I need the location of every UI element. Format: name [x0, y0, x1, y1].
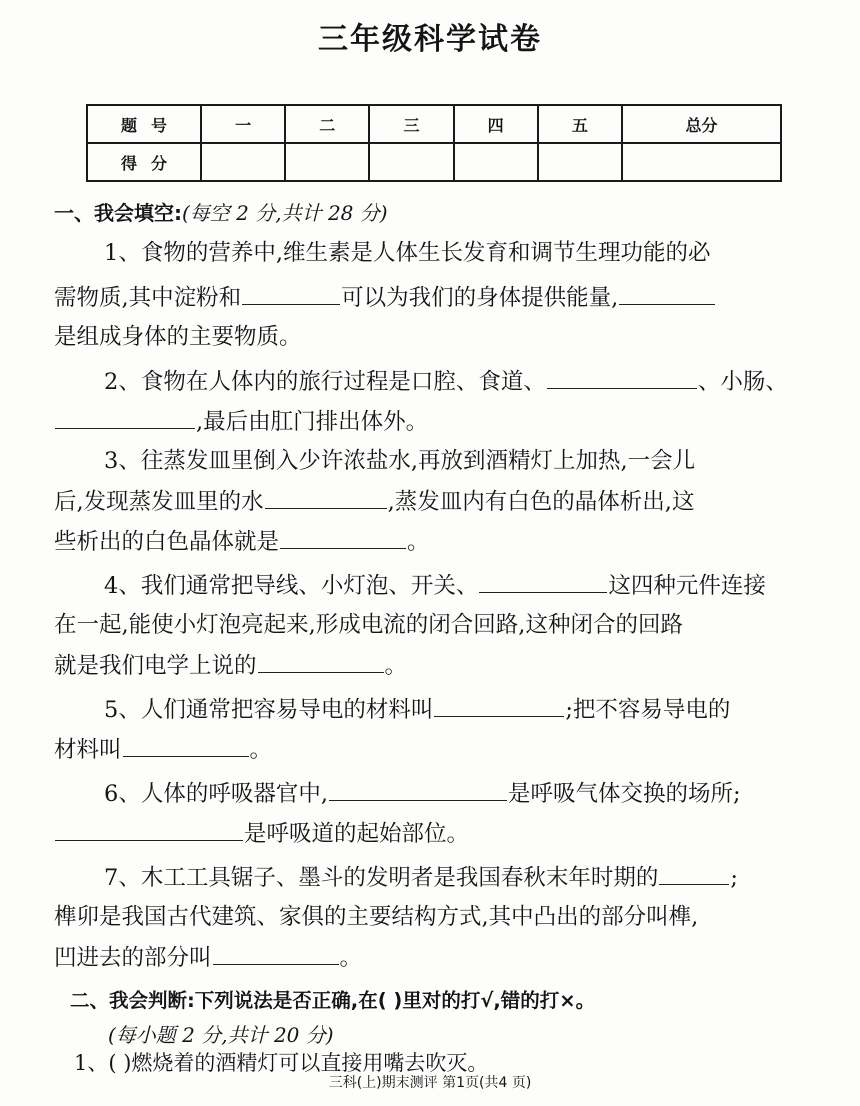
score-table-column: 三 [369, 105, 453, 143]
section2-heading: 二、我会判断:下列说法是否正确,在( )里对的打√,错的打×。 [70, 989, 596, 1012]
score-table-column: 二 [285, 105, 369, 143]
q4-blank-2[interactable] [258, 650, 384, 673]
q7-text-d: 凹进去的部分叫 [54, 945, 212, 971]
q2-line-2 [54, 406, 428, 437]
q5-text-c: 材料叫 [54, 737, 122, 763]
q2-text-b: 、小肠、 [697, 369, 788, 395]
score-cell[interactable] [538, 143, 622, 181]
q6-line-1 [104, 778, 741, 809]
q5-text-d: 。 [249, 737, 273, 763]
q1-blank-2[interactable] [619, 282, 715, 305]
q6-blank-1[interactable] [329, 778, 507, 801]
q7-blank-2[interactable] [213, 942, 339, 965]
q1-line-1: 1、食物的营养中,维生素是人体生长发育和调节生理功能的必 [104, 240, 711, 266]
q4-line-3 [54, 650, 407, 681]
q4-blank-1[interactable] [479, 570, 607, 593]
score-table-header-row [87, 105, 781, 143]
score-table-column: 总分 [622, 105, 781, 143]
page-title: 三年级科学试卷 [318, 22, 542, 57]
q4-line-2: 在一起,能使小灯泡亮起来,形成电流的闭合回路,这种闭合的回路 [54, 612, 683, 638]
q7-text-a: 7、木工工具锯子、墨斗的发明者是我国春秋末年时期的 [104, 865, 659, 891]
q5-blank-1[interactable] [434, 694, 564, 717]
q5-line-2 [54, 734, 272, 765]
q4-text-a: 4、我们通常把导线、小灯泡、开关、 [104, 573, 479, 599]
q5-blank-2[interactable] [123, 734, 249, 757]
q3-text-b: 后,发现蒸发皿里的水 [54, 489, 264, 515]
q2-text-c: ,最后由肛门排出体外。 [196, 409, 429, 435]
q4-line-1 [104, 570, 766, 601]
score-table-row-label: 得分 [87, 143, 201, 181]
page-footer: 三科(上)期末测评 第1页(共4 页) [328, 1075, 532, 1091]
score-cell[interactable] [622, 143, 781, 181]
q1-blank-1[interactable] [242, 282, 340, 305]
score-table-column: 五 [538, 105, 622, 143]
q2-text-a: 2、食物在人体内的旅行过程是口腔、食道、 [104, 369, 546, 395]
q5-text-b: ;把不容易导电的 [565, 697, 731, 723]
q5-line-1 [104, 694, 730, 725]
q1-line-3: 是组成身体的主要物质。 [54, 324, 302, 350]
section1-heading [54, 198, 388, 228]
section2-note: (每小题 2 分,共计 20 分) [108, 1023, 334, 1047]
section1-note: (每空 2 分,共计 28 分) [182, 201, 388, 225]
section2-q1: 1、( )燃烧着的酒精灯可以直接用嘴去吹灭。 [74, 1051, 489, 1075]
q2-blank-1[interactable] [547, 366, 697, 389]
q1-text-c: 可以为我们的身体提供能量, [341, 285, 619, 311]
q6-line-2 [54, 818, 469, 849]
score-table-column: 四 [454, 105, 538, 143]
q7-line-2: 榫卯是我国古代建筑、家俱的主要结构方式,其中凸出的部分叫榫, [54, 904, 699, 930]
score-cell[interactable] [201, 143, 285, 181]
score-table [86, 104, 782, 182]
score-table-score-row [87, 143, 781, 181]
score-cell[interactable] [454, 143, 538, 181]
q1-text-b: 需物质,其中淀粉和 [54, 285, 242, 311]
q3-blank-1[interactable] [265, 486, 387, 509]
q3-blank-2[interactable] [280, 526, 406, 549]
q4-text-e: 。 [384, 653, 408, 679]
q6-text-b: 是呼吸气体交换的场所; [507, 781, 741, 807]
score-table-header-label: 题号 [87, 105, 201, 143]
q7-text-b: ; [730, 865, 738, 891]
q3-line-3 [54, 526, 430, 557]
score-cell[interactable] [285, 143, 369, 181]
section1-title: 一、我会填空: [54, 201, 182, 225]
score-cell[interactable] [369, 143, 453, 181]
q3-text-e: 。 [407, 529, 430, 555]
q6-text-a: 6、人体的呼吸器官中, [104, 781, 328, 807]
q7-blank-1[interactable] [659, 862, 729, 885]
q3-text-d: 些析出的白色晶体就是 [54, 529, 280, 555]
q1-line-2 [54, 282, 716, 313]
q5-text-a: 5、人们通常把容易导电的材料叫 [104, 697, 434, 723]
q7-text-e: 。 [339, 945, 363, 971]
q6-blank-2[interactable] [55, 818, 243, 841]
q3-line-1: 3、往蒸发皿里倒入少许浓盐水,再放到酒精灯上加热,一会儿 [104, 448, 696, 474]
q7-line-1 [104, 862, 738, 893]
q2-blank-2[interactable] [55, 406, 195, 429]
q4-text-d: 就是我们电学上说的 [54, 653, 257, 679]
q2-line-1 [104, 366, 788, 397]
q7-line-3 [54, 942, 362, 973]
score-table-column: 一 [201, 105, 285, 143]
q3-text-c: ,蒸发皿内有白色的晶体析出,这 [387, 489, 695, 515]
q3-line-2 [54, 486, 694, 517]
q4-text-b: 这四种元件连接 [608, 573, 766, 599]
q6-text-c: 是呼吸道的起始部位。 [244, 821, 470, 847]
